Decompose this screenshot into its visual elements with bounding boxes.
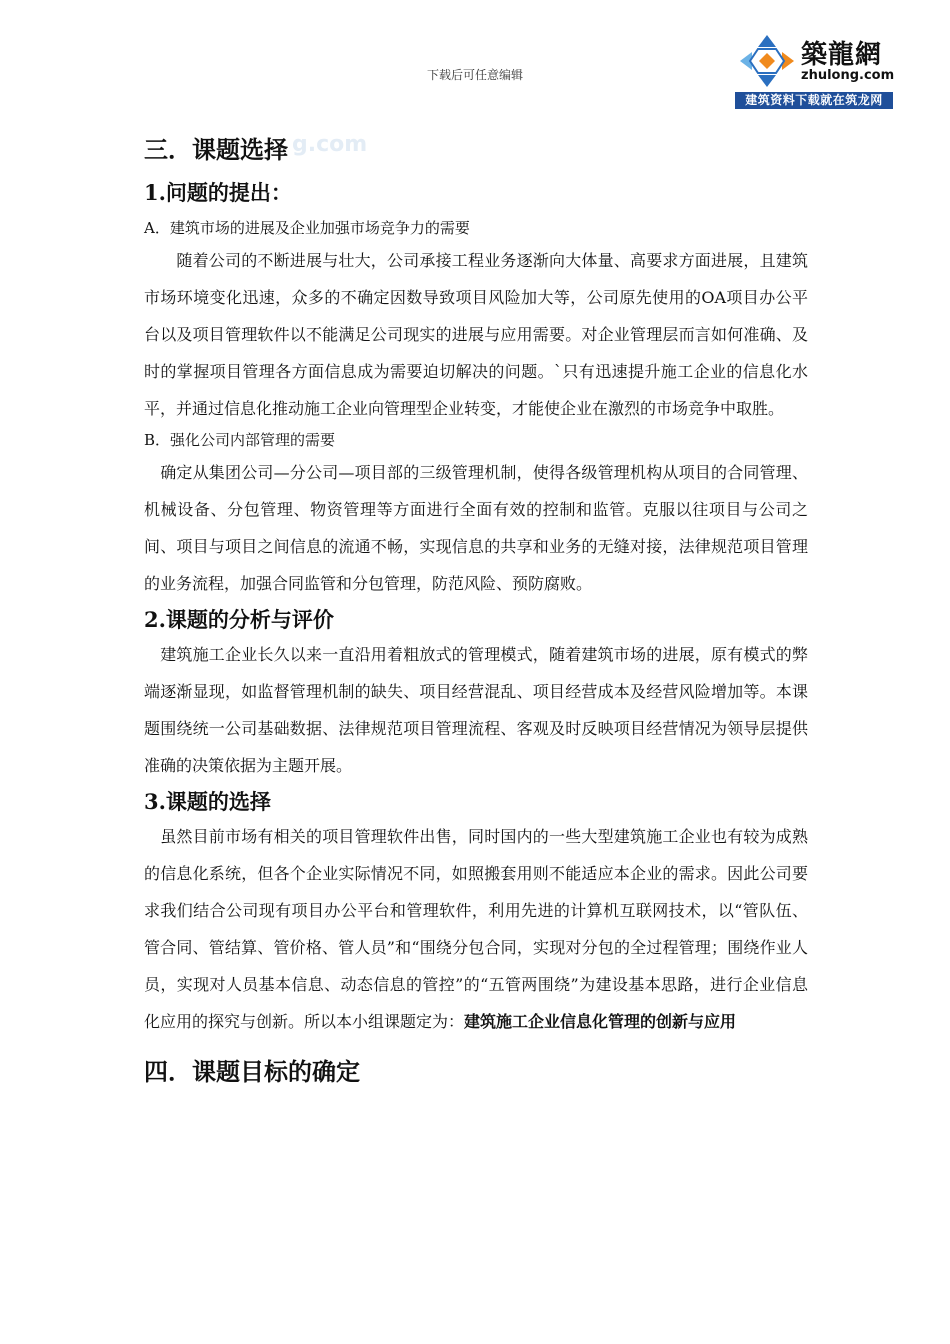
document-body [144, 130, 808, 1087]
logo-chinese-name: 築龍網 [801, 40, 883, 70]
header-note: 下载后可任意编辑 [426, 68, 523, 82]
subsection-3-text: 虽然目前市场有相关的项目管理软件出售，同时国内的一些大型建筑施工企业也有较为成熟的信息化系统，但各个企业实际情况不同，如照搬套用则不能适应本企业的需求。因此公司要求我们结合公司现有项目办公平台和管理软件，利用先进的计算机互联网技术，以“管队伍、管合同、管结算、管价格、管人员”和“围绕分包合同，实现对分包的全过程管理；围绕作业人员，实现对人员基本信息、动态信息的管控”的“五管两围绕”为建设基本思路，进行企业信息化应用的探究与创新。所以本小组课题定为： [144, 827, 808, 1031]
logo-tagline: 建筑资料下载就在筑龙网 [735, 92, 893, 109]
subsection-2-title: 2.课题的分析与评价 [144, 607, 334, 632]
logo-domain: zhulong.com [801, 68, 895, 83]
zhulong-logo-icon [738, 33, 796, 89]
section-3-title-text: 三．课题选择 [144, 135, 288, 164]
section-4-title: 四．课题目标的确定 [144, 1057, 360, 1086]
item-b-label: B．强化公司内部管理的需要 [144, 431, 336, 449]
subsection-1-title: 1.问题的提出： [144, 180, 292, 205]
zhulong-logo [735, 30, 893, 108]
item-b-paragraph: 确定从集团公司—分公司—项目部的三级管理机制，使得各级管理机构从项目的合同管理、机械设备、分包管理、物资管理等方面进行全面有效的控制和监管。克服以往项目与公司之间、项目与项目之间信息的流通不畅，实现信息的共享和业务的无缝对接，法律规范项目管理的业务流程，加强合同监管和分包管理，防范风险、预防腐败。 [144, 463, 808, 593]
section-3-title [144, 130, 808, 165]
watermark-text: g.com [292, 132, 368, 157]
subsection-2-paragraph: 建筑施工企业长久以来一直沿用着粗放式的管理模式，随着建筑市场的进展，原有模式的弊端逐渐显现，如监督管理机制的缺失、项目经营混乱、项目经营成本及经营风险增加等。本课题围绕统一公司基础数据、法律规范项目管理流程、客观及时反映项目经营情况为领导层提供准确的决策依据为主题开展。 [144, 645, 808, 775]
project-topic-bold: 建筑施工企业信息化管理的创新与应用 [464, 1012, 737, 1031]
subsection-3-title: 3.课题的选择 [144, 789, 271, 814]
subsection-3-paragraph [144, 818, 808, 1040]
item-a-label: A．建筑市场的进展及企业加强市场竞争力的需要 [144, 219, 470, 237]
item-a-paragraph: 随着公司的不断进展与壮大，公司承接工程业务逐渐向大体量、高要求方面进展，且建筑市场环境变化迅速，众多的不确定因数导致项目风险加大等，公司原先使用的OA项目办公平台以及项目管理软件以不能满足公司现实的进展与应用需要。对企业管理层而言如何准确、及时的掌握项目管理各方面信息成为需要迫切解决的问题。`只有迅速提升施工企业的信息化水平，并通过信息化推动施工企业向管理型企业转变，才能使企业在激烈的市场竞争中取胜。 [144, 251, 808, 418]
